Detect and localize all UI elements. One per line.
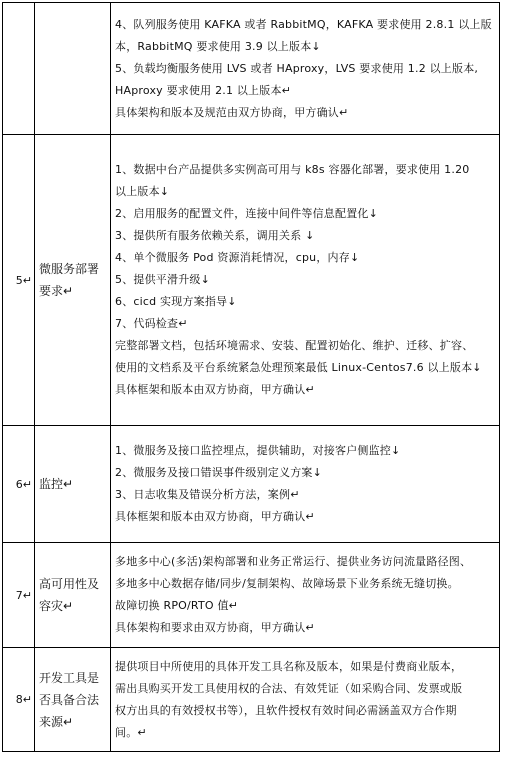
row-content-cell [111,426,500,543]
row-label-cell: 监控↵ [35,426,111,543]
content-line: 提供项目中所使用的具体开发工具名称及版本，如果是付费商业版本， [115,659,463,673]
table-row [3,543,500,648]
content-line: 3、日志收集及错误分析方法，案例↵ [115,488,300,501]
content-line: 3、提供所有服务依赖关系，调用关系 ↓ [115,229,315,242]
content-line: 本，RabbitMQ 要求使用 3.9 以上版本↓ [115,39,321,53]
row-number-cell: 7↵ [3,543,35,648]
content-line: 具体框架和版本由双方协商，甲方确认↵ [115,383,315,396]
content-line: 2、微服务及接口错误事件级别定义方案↓ [115,466,323,479]
requirements-table [2,2,500,752]
row-label-cell: 微服务部署要求↵ [35,135,111,426]
content-line: 7、代码检查↵ [115,317,188,330]
content-line: 使用的文档系及平台系统紧急处理预案最低 Linux-Centos7.6 以上版本↓ [115,361,482,374]
content-line: 完整部署文档，包括环境需求、安装、配置初始化、维护、迁移、扩容、 [115,339,474,352]
content-line: HAproxy 要求使用 2.1 以上版本↵ [115,83,292,97]
row-content-cell [111,648,500,752]
content-line: 多地多中心数据存储/同步/复制架构、故障场景下业务系统无缝切换。 [115,577,459,590]
row-number-cell: 8↵ [3,648,35,752]
content-line: 1、微服务及接口监控埋点，提供辅助，对接客户侧监控↓ [115,444,401,457]
table-row [3,135,500,426]
row-label-cell: 高可用性及容灾↵ [35,543,111,648]
row-label-cell [35,3,111,135]
content-line: 2、启用服务的配置文件，连接中间件等信息配置化↓ [115,207,379,220]
table-row [3,3,500,135]
table-row [3,648,500,752]
row-content-cell [111,543,500,648]
row-content-cell [111,135,500,426]
content-line: 5、提供平滑升级↓ [115,273,211,286]
content-line: 具体框架和版本由双方协商，甲方确认↵ [115,510,315,523]
content-line: 5、负载均衡服务使用 LVS 或者 HAproxy，LVS 要求使用 1.2 以上版本, [115,61,479,75]
row-number-cell [3,3,35,135]
content-line: 4、队列服务使用 KAFKA 或者 RabbitMQ，KAFKA 要求使用 2.8.1 以上版 [115,17,492,31]
row-content-cell [111,3,500,135]
content-line: 具体架构和要求由双方协商，甲方确认↵ [115,621,315,634]
content-line: 权方出具的有效授权书等），且软件授权有效时间必需涵盖双方合作期 [115,703,457,717]
row-number-cell: 5↵ [3,135,35,426]
content-line: 以上版本↓ [115,185,170,198]
row-label-cell: 开发工具是否具备合法来源↵ [35,648,111,752]
row-number-cell: 6↵ [3,426,35,543]
content-line: 4、单个微服务 Pod 资源消耗情况，cpu，内存↓ [115,251,360,264]
table-row [3,426,500,543]
content-line: 间。↵ [115,725,147,739]
content-line: 故障切换 RPO/RTO 值↵ [115,599,239,612]
content-line: 需出具购买开发工具使用权的合法、有效凭证（如采购合同、发票或版 [115,681,463,695]
content-line: 具体架构和版本及规范由双方协商，甲方确认↵ [115,105,349,119]
content-line: 6、cicd 实现方案指导↓ [115,295,237,308]
content-line: 1、数据中台产品提供多实例高可用与 k8s 容器化部署，要求使用 1.20 [115,163,470,176]
content-line: 多地多中心(多活)架构部署和业务正常运行、提供业务访问流量路径图、 [115,555,472,568]
